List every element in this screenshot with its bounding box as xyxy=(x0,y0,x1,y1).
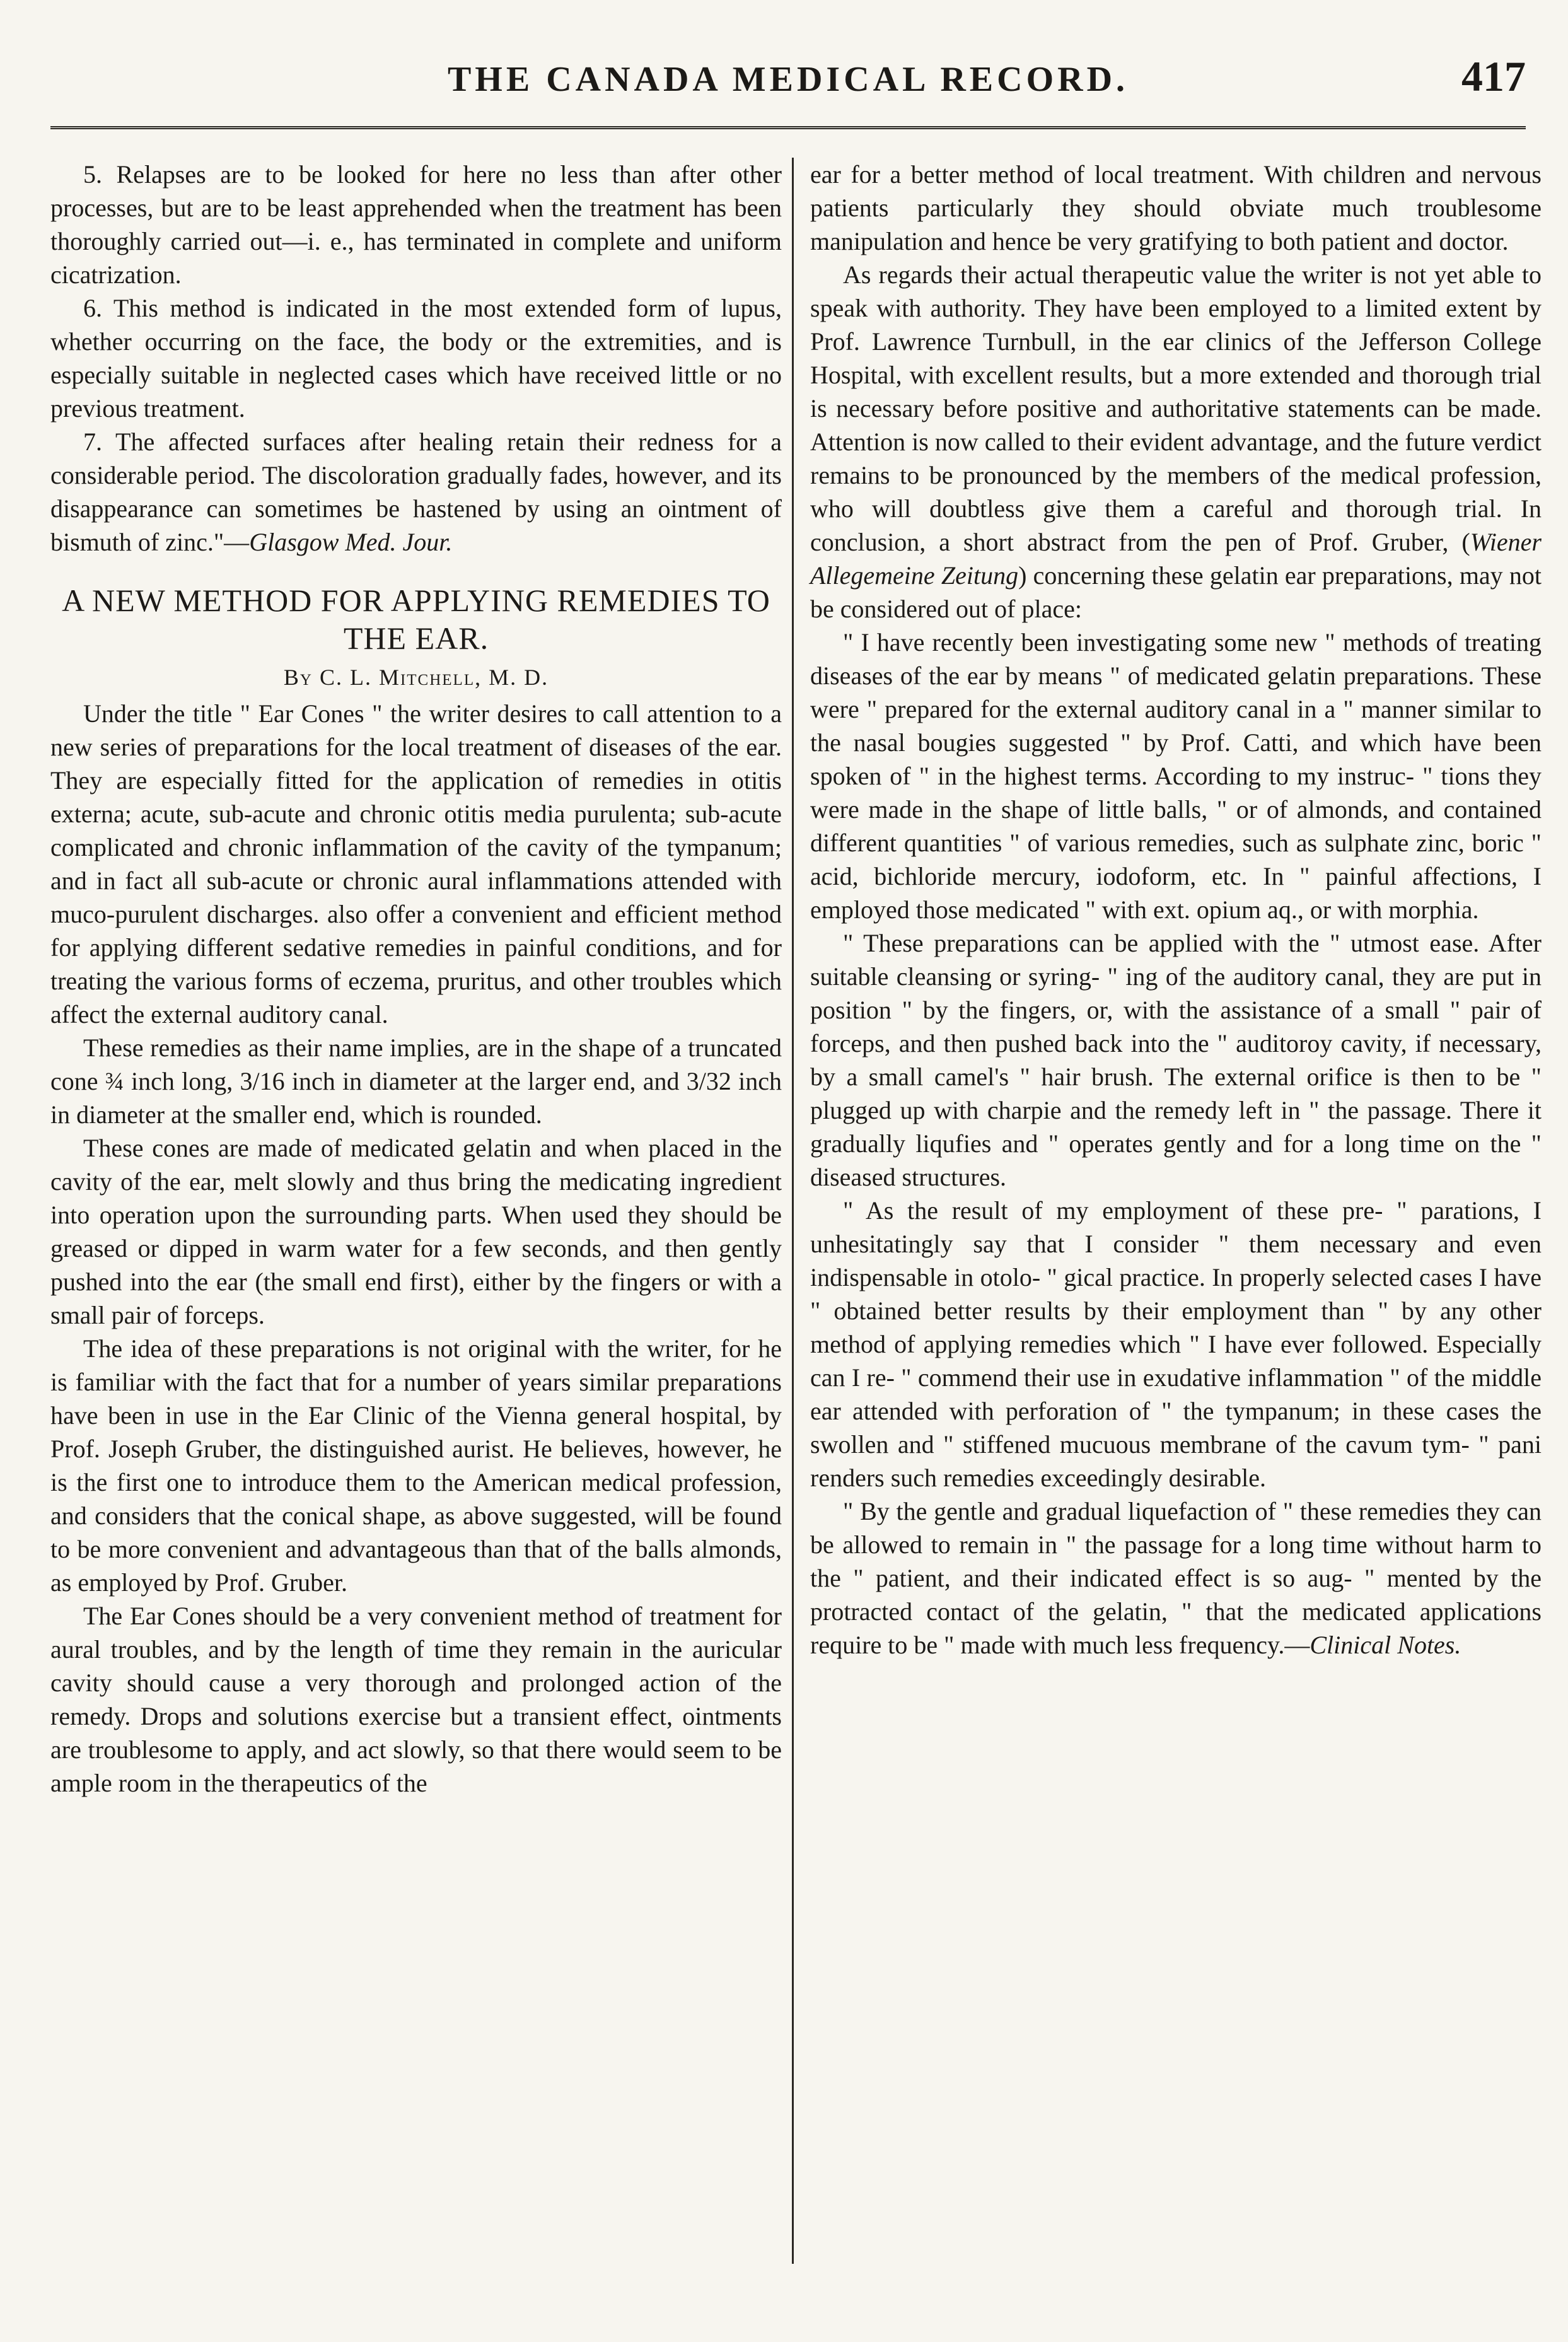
quoted-paragraph: " I have recently been investigating some new " methods of treating diseases of the ear by means " of medicated gelatin preparations. These were " prepared for the external auditory canal in a " manner similar to the nasal bougies suggested " by Prof. Catti, and which have been spoken of " in the highest terms. According to my instruc- " tions they were made in the shape of little balls, " or of almonds, and contained different quantities " of various remedies, such as sulphate zinc, boric " acid, bichloride mercury, iodoform, etc. In " painful affections, I employed those medicated " with ext. opium aq., or with morphia. xyxy=(810,628,1542,924)
source-citation: Clinical Notes. xyxy=(1310,1631,1461,1659)
text-columns xyxy=(38,158,1542,2308)
journal-page xyxy=(38,38,1542,2308)
paragraph: These cones are made of medicated gelatin and when placed in the cavity of the ear, melt slowly and thus bring the medicating ingredient into operation upon the surrounding parts. When used they should be greased or dipped in warm water for a few seconds, and then gently pushed into the ear (the small end first), either by the fingers or with a small pair of forceps. xyxy=(50,1134,782,1329)
paragraph: These remedies as their name implies, are in the shape of a truncated cone ¾ inch long, 3/16 inch in diameter at the larger end, and 3/32 inch in diameter at the smaller end, which is rounded. xyxy=(50,1034,782,1129)
article-byline: By C. L. Mitchell, M. D. xyxy=(283,665,549,690)
paragraph: 6. This method is indicated in the most extended form of lupus, whether occurring on the face, the body or the extremities, and is especially suitable in neglected cases which have received little or no previous treatment. xyxy=(50,294,782,422)
paragraph: Under the title " Ear Cones " the writer desires to call attention to a new series of preparations for the local treatment of diseases of the ear. They are especially fitted for the application of remedies in otitis externa; acute, sub-acute and chronic otitis media purulenta; sub-acute complicated and chronic inflammation of the cavity of the tympanum; and in fact all sub-acute or chronic aural inflammations attended with muco-purulent discharges. also offer a convenient and efficient method for applying different sedative remedies in painful conditions, and for treating the various forms of eczema, pruritus, and other troubles which affect the external auditory canal. xyxy=(50,699,782,1028)
left-column xyxy=(50,158,782,2308)
right-column xyxy=(810,158,1542,2308)
paragraph: The Ear Cones should be a very convenient method of treatment for aural troubles, and by the length of time they remain in the auricular cavity should cause a very thorough and prolonged action of the remedy. Drops and solutions exercise but a transient effect, ointments are troublesome to apply, and act slowly, so that there would seem to be ample room in the therapeutics of the xyxy=(50,1602,782,1797)
journal-title: THE CANADA MEDICAL RECORD. xyxy=(447,60,1129,99)
paragraph-text: As regards their actual therapeutic value the writer is not yet able to speak with authority. They have been employed to a limited extent by Prof. Lawrence Turnbull, in the ear clinics of the Jefferson College Hospital, with excellent results, but a more extended and thorough trial is necessary before positive and authoritative statements can be made. Attention is now called to their evident advantage, and the future verdict remains to be pronounced by the members of the medical profession, who will doubtless give them a careful and thorough trial. In conclusion, a short abstract from the pen of Prof. Gruber, ( xyxy=(810,260,1542,556)
paragraph: The idea of these preparations is not original with the writer, for he is familiar with the fact that for a number of years similar preparations have been in use in the Ear Clinic of the Vienna general hospital, by Prof. Joseph Gruber, the distinguished aurist. He believes, however, he is the first one to introduce them to the American medical profession, and considers that the conical shape, as above suggested, will be found to be more convenient and advantageous than that of the balls almonds, as employed by Prof. Gruber. xyxy=(50,1334,782,1597)
paragraph xyxy=(810,258,1542,626)
page-number: 417 xyxy=(1461,52,1526,100)
paragraph xyxy=(50,425,782,559)
article-title: A NEW METHOD FOR APPLYING REMEDIES TO THE EAR. xyxy=(62,583,770,656)
column-divider xyxy=(792,158,794,2264)
quoted-paragraph xyxy=(810,1494,1542,1662)
source-citation: Glasgow Med. Jour. xyxy=(249,528,453,556)
quoted-paragraph: " As the result of my employment of these pre- " parations, I unhesitatingly say that I consider " them necessary and even indispensable in otolo- " gical practice. In properly selected cases I have " obtained better results by their employment than " by any other method of applying remedies which " I have ever followed. Especially can I re- " commend their use in exudative inflammation " of the middle ear attended with perforation of " the tympanum; in these cases the swollen and " stiffened mucuous membrane of the cavum tym- " pani renders such remedies exceedingly desirable. xyxy=(810,1196,1542,1492)
paragraph-text: " By the gentle and gradual liquefaction of " these remedies they can be allowed to remain in " the passage for a long time without harm to the " patient, and their indicated effect is so aug- " mented by the protracted contact of the gelatin, " that the medicated applications require to be " made with much less frequency.— xyxy=(810,1497,1542,1659)
quoted-paragraph: " These preparations can be applied with the " utmost ease. After suitable cleansing or syring- " ing of the auditory canal, they are put in position " by the fingers, or, with the assistance of a small " pair of forceps, and then pushed back into the " auditoroy cavity, if necessary, by a small camel's " hair brush. The external orifice is then to be " plugged up with charpie and the remedy left in " the passage. There it gradually liqufies and " operates gently and for a long time on the " diseased structures. xyxy=(810,929,1542,1191)
running-head xyxy=(38,38,1538,107)
paragraph: ear for a better method of local treatment. With children and nervous patients particularly they should obviate much troublesome manipulation and hence be very gratifying to both patient and doctor. xyxy=(810,160,1542,255)
paragraph-text: 7. The affected surfaces after healing retain their redness for a considerable period. The discoloration gradually fades, however, and its disappearance can sometimes be hastened by using an ointment of bismuth of zinc."— xyxy=(50,428,782,556)
paragraph: 5. Relapses are to be looked for here no less than after other processes, but are to be least apprehended when the treatment has been thoroughly carried out—i. e., has terminated in complete and uniform cicatrization. xyxy=(50,160,782,289)
journal-name: Wiener Allegemeine Zeitung xyxy=(810,528,1542,590)
header-rule xyxy=(50,126,1526,129)
paragraph-text: ) concerning these gelatin ear preparations, may not be considered out of place: xyxy=(810,561,1542,623)
